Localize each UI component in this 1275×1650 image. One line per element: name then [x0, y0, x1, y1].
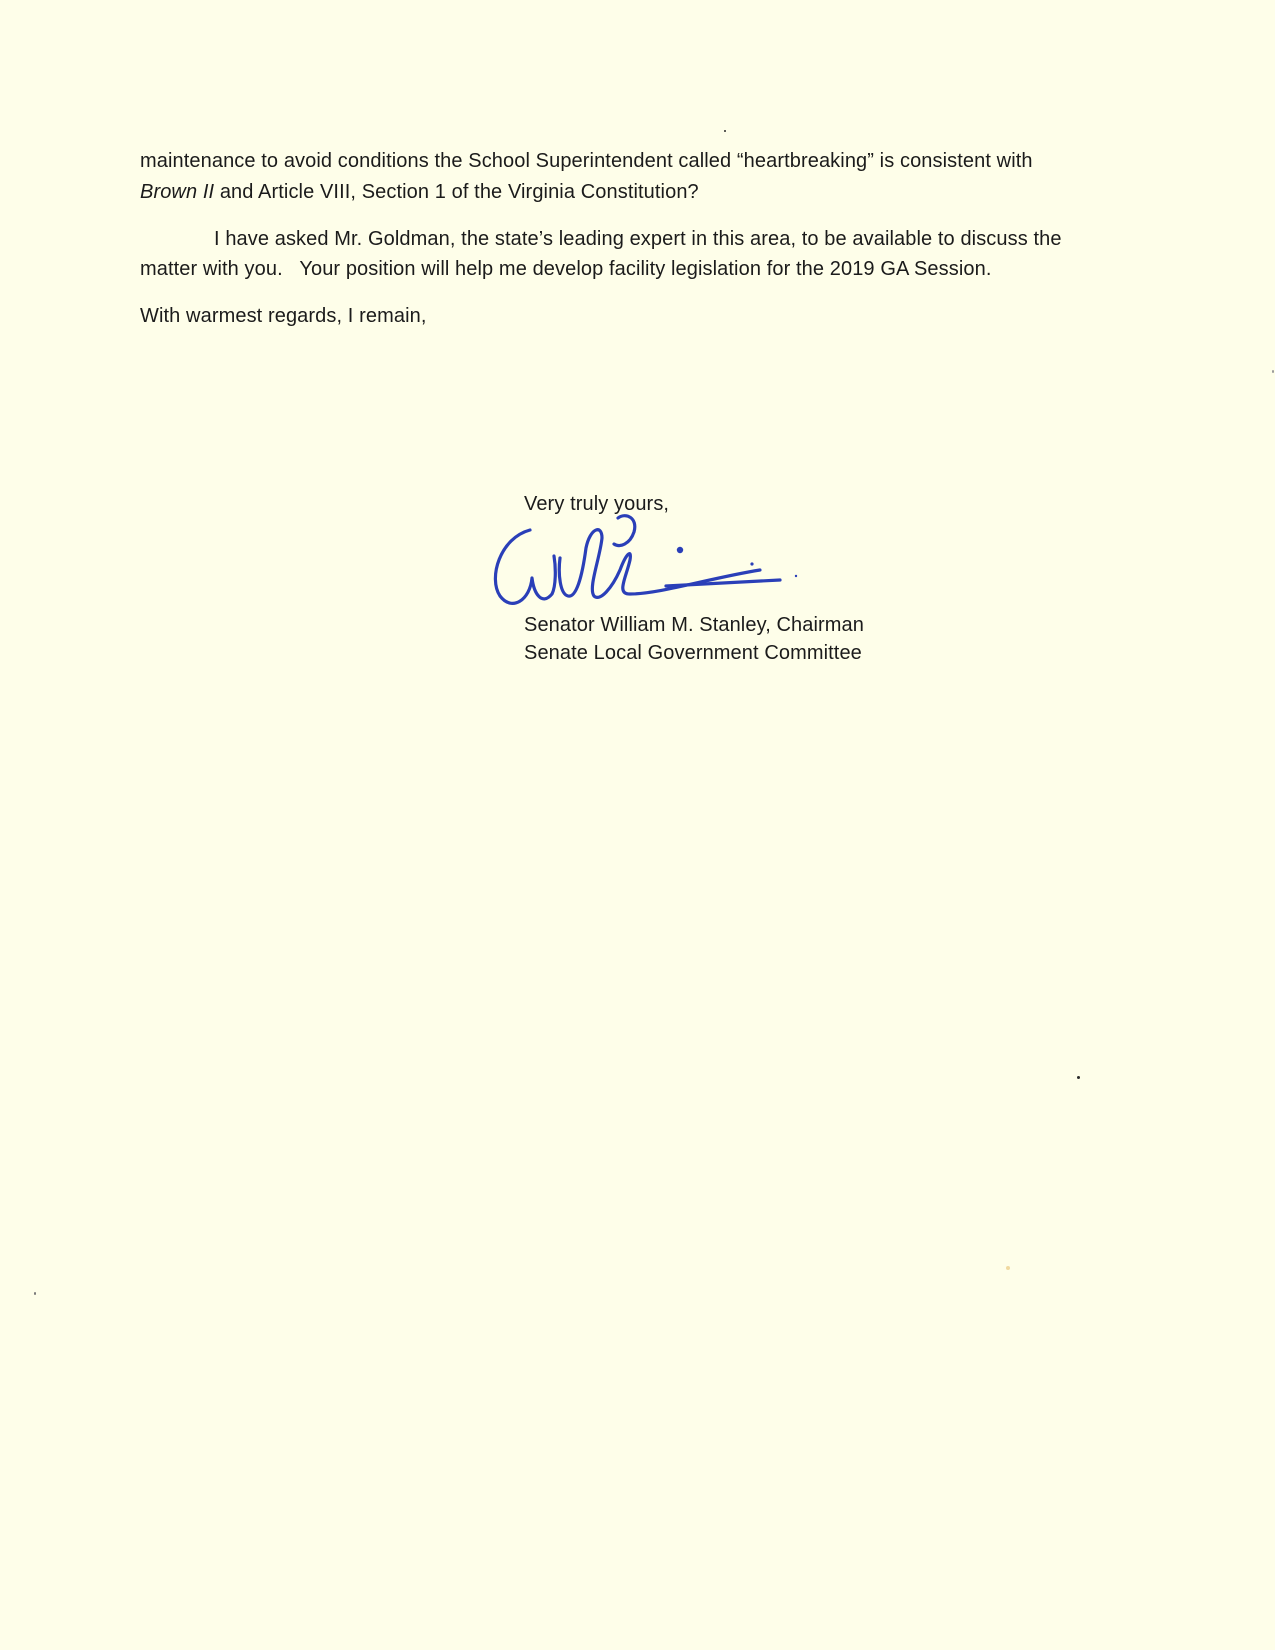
signer-committee: Senate Local Government Committee	[524, 642, 862, 664]
regards-text: With warmest regards, I remain,	[140, 305, 427, 327]
regards-line	[140, 303, 427, 329]
paragraph-2-text-2: matter with you. Your position will help me develop facility legislation for the 2019 GA Session.	[140, 258, 992, 280]
paragraph-2-line-1	[214, 226, 1062, 252]
paragraph-2-text-1: I have asked Mr. Goldman, the state’s leading expert in this area, to be available to discuss the	[214, 228, 1062, 250]
signer-committee-line	[524, 640, 862, 666]
closing-text: Very truly yours,	[524, 493, 670, 515]
handwritten-signature	[490, 508, 810, 628]
signer-name-line	[524, 612, 864, 638]
case-citation: Brown II	[140, 181, 215, 203]
scan-speck	[34, 1292, 36, 1295]
paragraph-1-text-1: maintenance to avoid conditions the School Superintendent called “heartbreaking” is consistent with	[140, 150, 1033, 172]
scan-speck	[1272, 370, 1274, 373]
paragraph-2-line-2	[140, 256, 991, 282]
paragraph-1-line-1	[140, 148, 1033, 174]
scan-speck	[1006, 1266, 1010, 1270]
paragraph-1-line-2	[140, 179, 699, 205]
scan-speck	[1077, 1076, 1080, 1079]
scan-speck	[724, 130, 726, 132]
signer-name: Senator William M. Stanley, Chairman	[524, 614, 865, 636]
paragraph-1-text-2: and Article VIII, Section 1 of the Virginia Constitution?	[214, 181, 699, 203]
